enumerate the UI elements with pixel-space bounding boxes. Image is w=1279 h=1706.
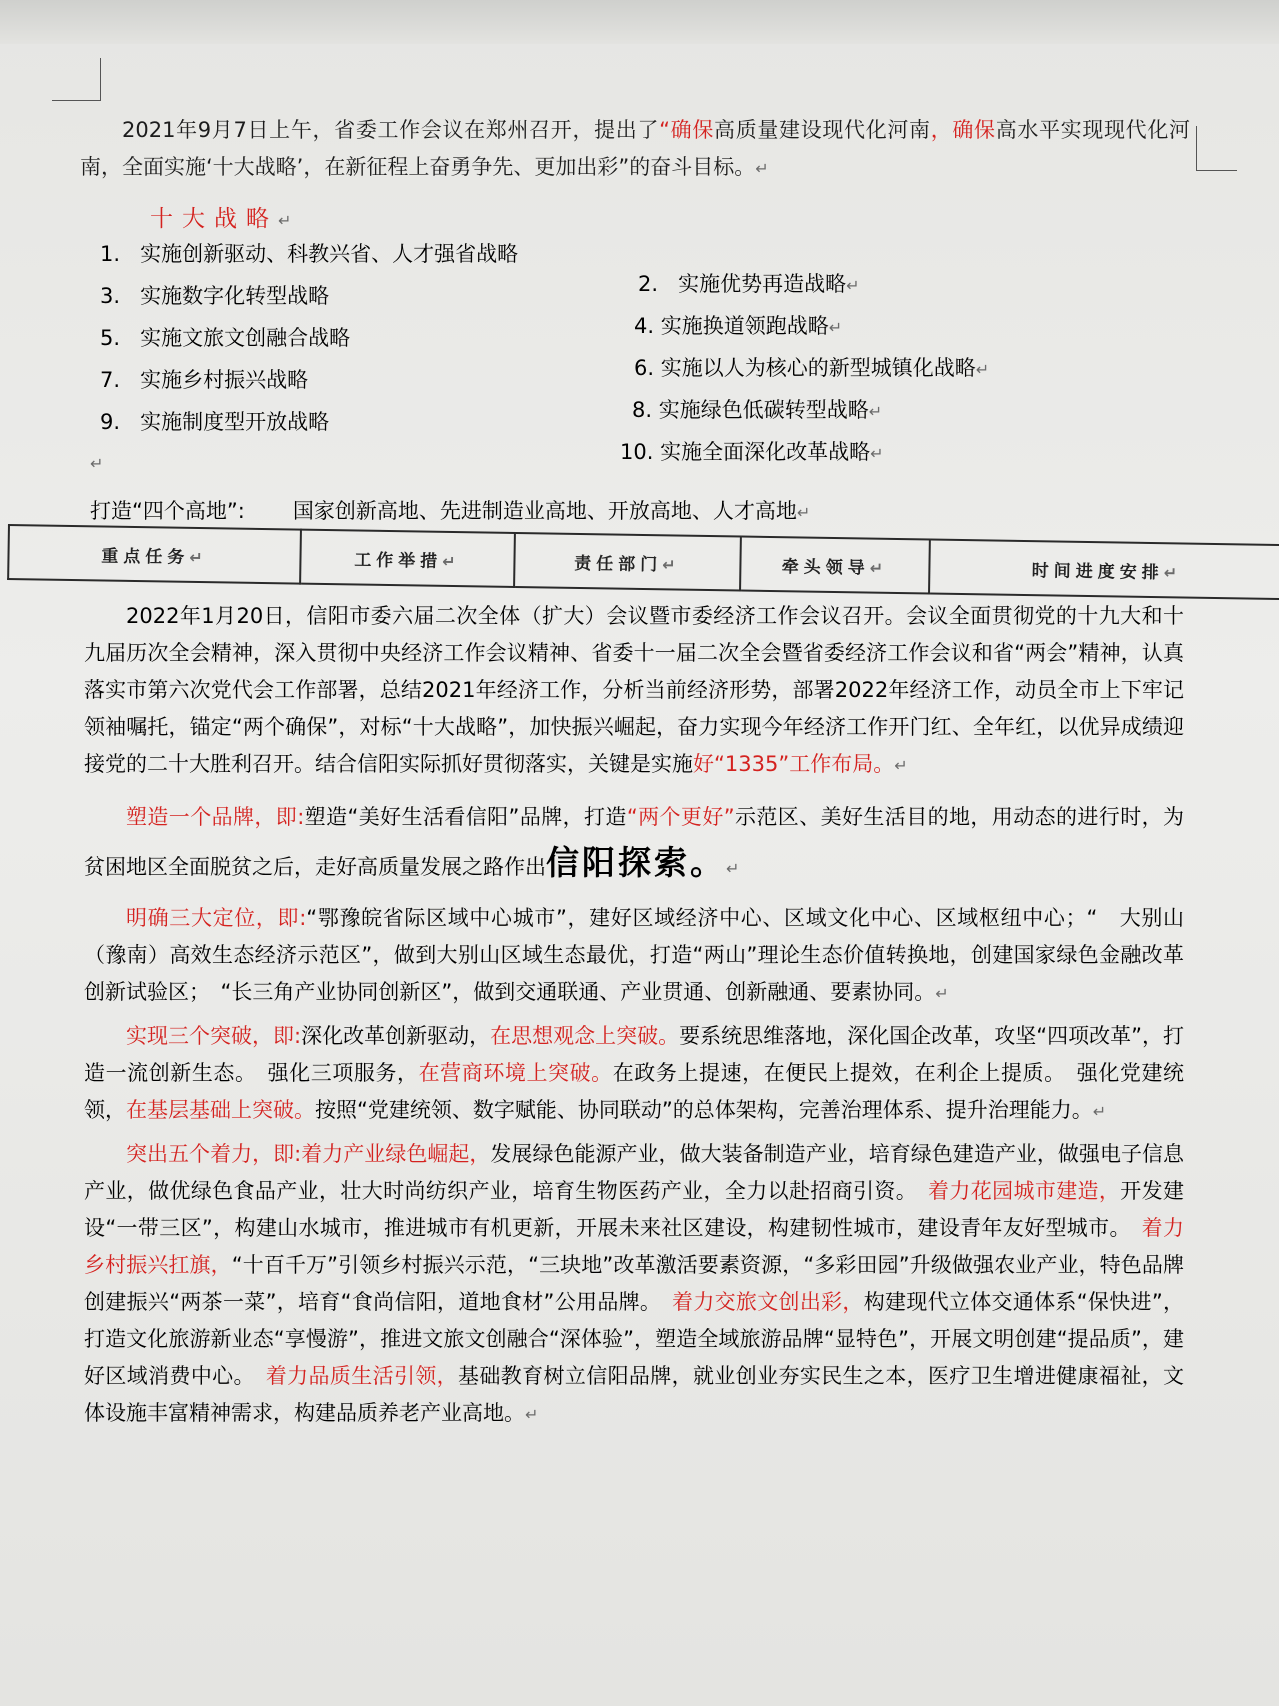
strategy-item: 4. 实施换道领跑战略↵: [634, 314, 843, 338]
position-text: “鄂豫皖省际区域中心城市”，建好区域经济中心、区域文化中心、区域枢纽中心；“ 大别山（豫南）高效生态经济示范区”，做到大别山区域生态最优，打造“两山”理论生态价值转换地，创建国家绿色金融改革创新试验区； “长三角产业协同创新区”，做到交通联通、产业贯通、创新融通、要素协同。: [84, 906, 1184, 1004]
strategy-item: 7. 实施乡村振兴战略: [100, 368, 309, 392]
breakthrough-paragraph: 实现三个突破，即:深化改革创新驱动，在思想观念上突破。要系统思维落地，深化国企改革，攻坚“四项改革”，打造一流创新生态。 强化三项服务，在营商环境上突破。在政务上提速，在便民上提效，在利企上提质。 强化党建统领，在基层基础上突破。按照“党建统领、数字赋能、协同联动”的总体架构，完善治理体系、提升治理能力。↵: [84, 1024, 1185, 1122]
strategy-item: 9. 实施制度型开放战略: [100, 410, 330, 434]
brand-red-text: “两个更好”: [626, 805, 735, 829]
brand-text: 示范区、美好生活目的地，用动态的进行时，为贫困地区全面脱贫之后，走好高质量发展之路作出: [84, 805, 1185, 879]
intro-paragraph: [80, 112, 1190, 187]
four-highlands-value: 国家创新高地、先进制造业高地、开放高地、人才高地: [292, 499, 797, 523]
breakthrough-lead: 实现三个突破，即:: [126, 1024, 302, 1048]
corner-crop-mark: [1196, 126, 1237, 171]
position-lead: 明确三大定位，即:: [126, 906, 307, 930]
strategy-item: 8. 实施绿色低碳转型战略↵: [632, 398, 883, 422]
paragraph-mark: ↵: [796, 503, 811, 522]
intro-text: 2021年9月7日上午，省委工作会议在郑州召开，提出了: [122, 118, 660, 142]
intro-red-text: “确保: [659, 118, 715, 142]
paragraph-mark: ↵: [726, 859, 740, 878]
paragraph-mark: ↵: [278, 211, 301, 230]
meeting-paragraph: [84, 598, 1184, 784]
strategies-heading: [150, 200, 300, 233]
paragraph-mark: ↵: [894, 756, 908, 775]
intro-red-text: ，确保: [930, 118, 996, 142]
intro-text: 高质量建设现代化河南: [714, 118, 931, 142]
table-header-cell: 牵头领导↵: [740, 537, 930, 594]
strategy-item: 1. 实施创新驱动、科教兴省、人才强省战略: [100, 242, 519, 266]
strategy-item: 10. 实施全面深化改革战略↵: [620, 440, 884, 464]
table-header-row: [8, 525, 1279, 599]
brand-big-text: 信阳探索。: [546, 843, 726, 882]
strategy-item: 3. 实施数字化转型战略: [100, 284, 330, 308]
four-highlands-label: 打造“四个高地”:: [90, 499, 245, 523]
paragraph-mark: ↵: [525, 1405, 539, 1424]
strategy-item: 2. 实施优势再造战略↵: [638, 272, 860, 296]
table-header-cell: 责任部门↵: [514, 533, 741, 591]
task-header-table: [7, 524, 1279, 600]
brand-lead: 塑造一个品牌，即:: [126, 805, 305, 829]
capacity-lead: 突出五个着力，即:着力产业绿色崛起，: [126, 1142, 491, 1166]
brand-text: 塑造“美好生活看信阳”品牌，打造: [304, 805, 627, 829]
capacity-paragraph: 突出五个着力，即:着力产业绿色崛起，发展绿色能源产业，做大装备制造产业，培育绿色建造产业，做强电子信息产业，做优绿色食品产业，壮大时尚纺织产业，培育生物医药产业，全力以赴招商引资。 着力花园城市建造，开发建设“一带三区”，构建山水城市，推进城市有机更新，开展未来社区建设，构建韧性城市，建设青年友好型城市。 着力乡村振兴扛旗，“十百千万”引领乡村振兴示范，“三块地”改革激活要素资源，“多彩田园”升级做强农业产业，特色品牌创建振兴“两茶一菜”，培育“食尚信阳，道地食材”公用品牌。 着力交旅文创出彩，构建现代立体交通体系“保快进”，打造文化旅游新业态“享慢游”，推进文旅文创融合“深体验”，塑造全域旅游品牌“显特色”，开展文明创建“提品质”，建好区域消费中心。 着力品质生活引领，基础教育树立信阳品牌，就业创业夯实民生之本，医疗卫生增进健康福祉，文体设施丰富精神需求，构建品质养老产业高地。↵: [84, 1142, 1185, 1425]
strategies-heading-text: 十大战略: [150, 206, 278, 232]
meeting-red-text: 好“1335”工作布局。: [693, 752, 895, 776]
paragraph-mark: ↵: [755, 159, 769, 178]
empty-paragraph-mark: ↵: [90, 454, 104, 473]
brand-paragraph: [84, 794, 1184, 892]
corner-crop-mark: [52, 58, 101, 101]
paragraph-mark: ↵: [1092, 1102, 1107, 1121]
table-header-cell: 重点任务↵: [8, 525, 301, 584]
intro-text: 高水平实现现代化河南，全面实施‘十大战略’，在新征程上奋勇争先、更加出彩”的奋斗目标。: [80, 118, 1191, 179]
main-body: [84, 598, 1184, 1433]
meeting-text: 2022年1月20日，信阳市委六届二次全体（扩大）会议暨市委经济工作会议召开。会议全面贯彻党的十九大和十九届历次全会精神，深入贯彻中央经济工作会议精神、省委十一届二次全会暨省委经济工作会议和省“两会”精神，认真落实市第六次党代会工作部署，总结2021年经济工作，分析当前经济形势，部署2022年经济工作，动员全市上下牢记领袖嘱托，锚定“两个确保”，对标“十大战略”，加快振兴崛起，奋力实现今年经济工作开门红、全年红，以优异成绩迎接党的二十大胜利召开。结合信阳实际抓好贯彻落实，关键是实施: [84, 604, 1184, 776]
table-header-cell: 工作举措↵: [300, 530, 515, 587]
strategy-item: 6. 实施以人为核心的新型城镇化战略↵: [634, 356, 990, 380]
strategy-item: 5. 实施文旅文创融合战略: [100, 326, 351, 350]
position-paragraph: [84, 900, 1184, 1012]
table-header-cell: 时间进度安排↵: [929, 539, 1279, 599]
paragraph-mark: ↵: [935, 984, 949, 1003]
four-highlands: [90, 495, 810, 525]
screen-top-edge: [0, 0, 1279, 44]
intro-block: [80, 112, 1190, 187]
